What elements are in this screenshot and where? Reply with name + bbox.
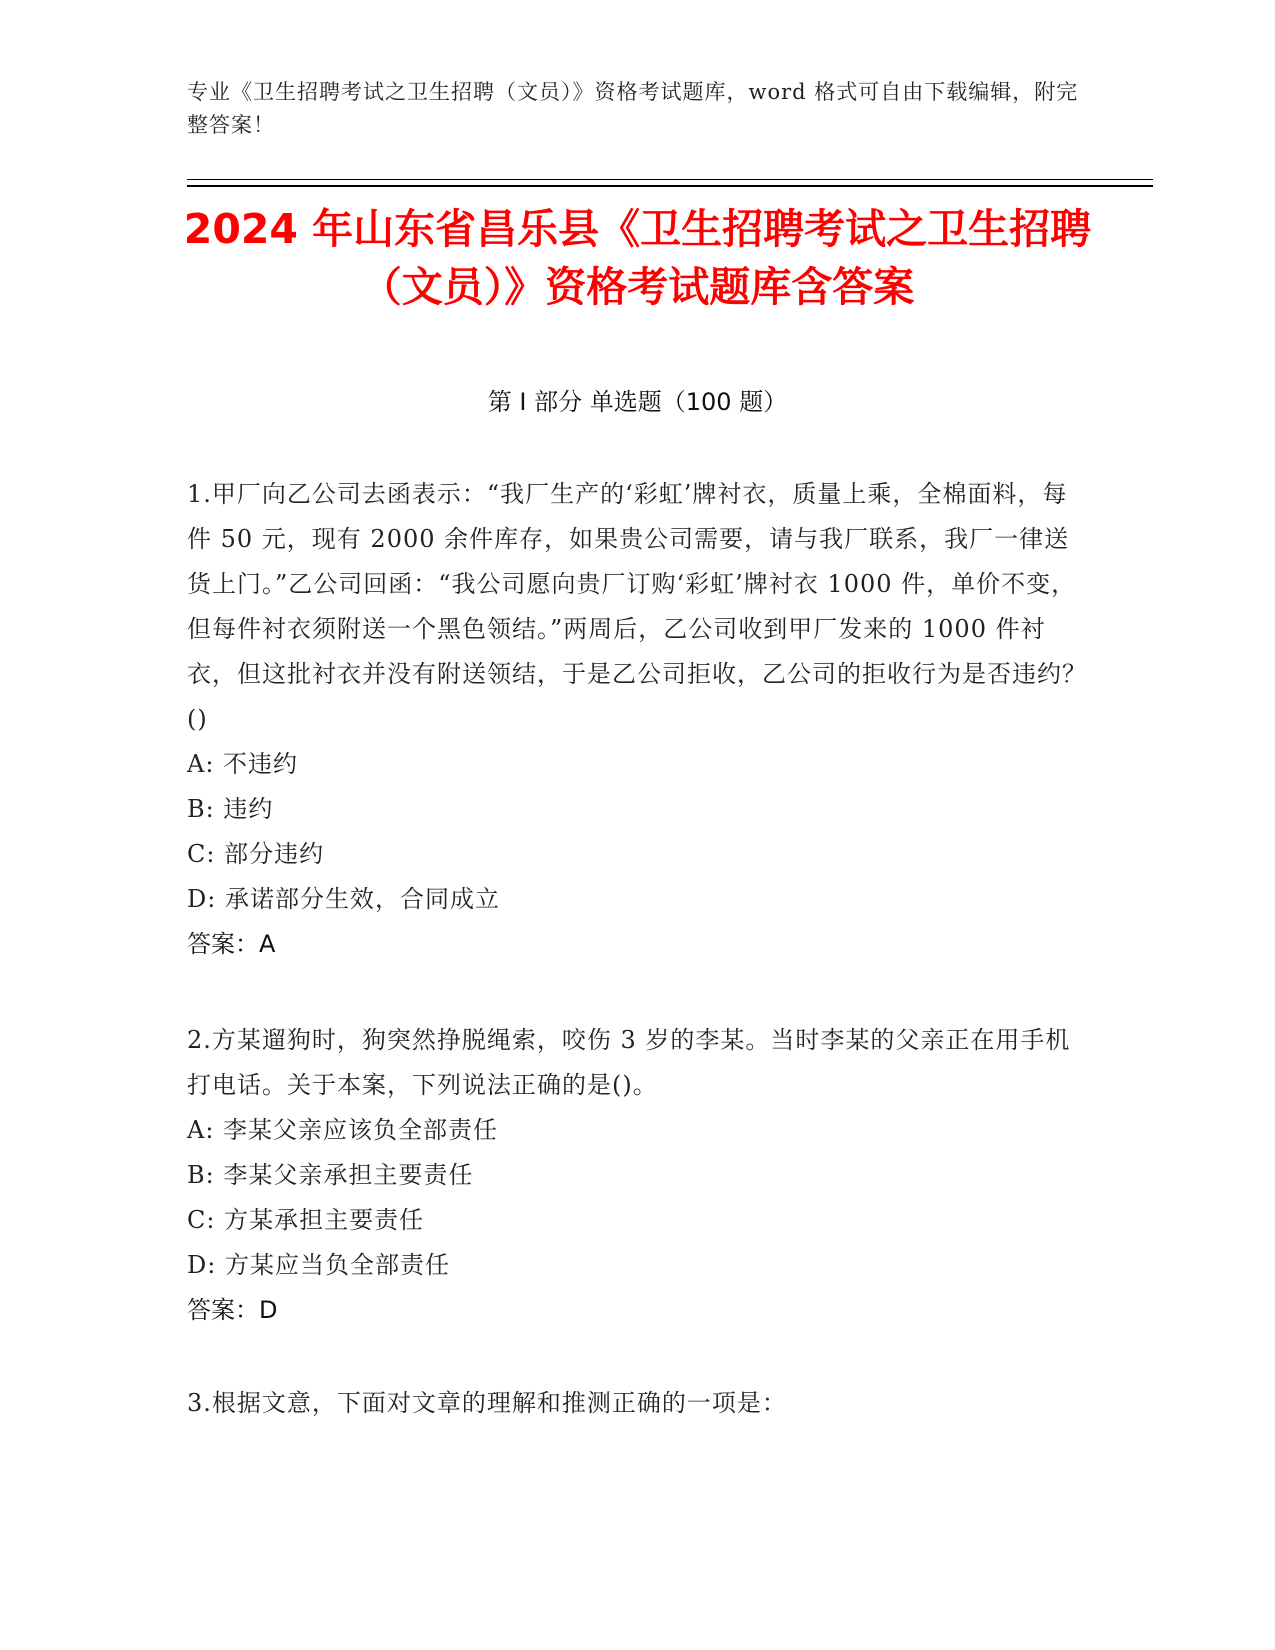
option-d: D: 方某应当负全部责任	[187, 1251, 450, 1279]
option-b: B: 李某父亲承担主要责任	[187, 1161, 474, 1189]
option-d: D: 承诺部分生效，合同成立	[187, 885, 500, 913]
option-c: C: 部分违约	[187, 840, 325, 868]
question-stem: 2.方某遛狗时，狗突然挣脱绳索，咬伤 3 岁的李某。当时李某的父亲正在用手机打电话。关于本案，下列说法正确的是()。	[187, 1026, 1071, 1099]
option-a: A: 李某父亲应该负全部责任	[187, 1116, 499, 1144]
section-title: 第 I 部分 单选题（100 题）	[487, 388, 788, 416]
option-b: B: 违约	[187, 795, 274, 823]
question-2	[187, 1018, 1087, 1333]
header-note: 专业《卫生招聘考试之卫生招聘（文员）》资格考试题库，word 格式可自由下载编辑，附完整答案！	[187, 80, 1079, 137]
header-divider-thin	[187, 179, 1153, 180]
question-stem: 1.甲厂向乙公司去函表示：“我厂生产的‘彩虹’牌衬衣，质量上乘，全棉面料，每件 50 元，现有 2000 余件库存，如果贵公司需要，请与我厂联系，我厂一律送货上门。”乙公司回函：“我公司愿向贵厂订购‘彩虹’牌衬衣 1000 件，单价不变，但每件衬衣须附送一个黑色领结。”两周后，乙公司收到甲厂发来的 1000 件衬衣，但这批衬衣并没有附送领结，于是乙公司拒收，乙公司的拒收行为是否违约？()	[187, 480, 1087, 733]
question-stem: 3.根据文意，下面对文章的理解和推测正确的一项是：	[187, 1389, 787, 1417]
option-a: A: 不违约	[187, 750, 299, 778]
answer: 答案：A	[187, 930, 276, 958]
header-divider-thick	[187, 185, 1153, 187]
question-3	[187, 1381, 1087, 1426]
question-1	[187, 472, 1087, 967]
option-c: C: 方某承担主要责任	[187, 1206, 425, 1234]
document-title: 2024 年山东省昌乐县《卫生招聘考试之卫生招聘（文员）》资格考试题库含答案	[183, 205, 1092, 311]
answer: 答案：D	[187, 1296, 278, 1324]
